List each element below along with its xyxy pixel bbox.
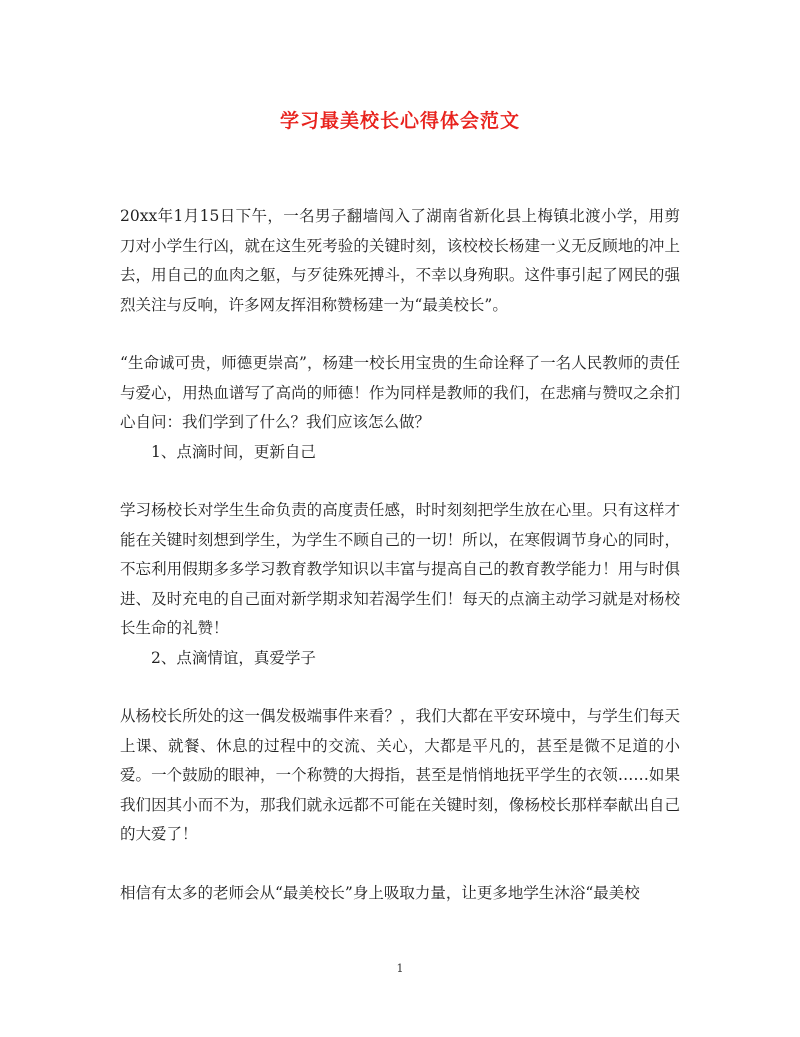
document-body bbox=[120, 202, 680, 908]
section-heading-2: 2、点滴情谊，真爱学子 bbox=[151, 648, 316, 667]
paragraph-spacer bbox=[120, 320, 680, 349]
paragraph-section-2: 从杨校长所处的这一偶发极端事件来看？，我们大都在平安环境中，与学生们每天上课、就餐、休息的过程中的交流、关心，大都是平凡的，甚至是微不足道的小爱。一个鼓励的眼神，一个称赞的大拇指，甚至是悄悄地抚平学生的衣领……如果我们因其小而不为，那我们就永远都不可能在关键时刻，像杨校长那样奉献出自己的大爱了！ bbox=[120, 707, 680, 843]
paragraph-closing: 相信有太多的老师会从“最美校长”身上吸取力量，让更多地学生沐浴“最美校 bbox=[120, 883, 640, 902]
page-number: 1 bbox=[396, 962, 404, 975]
section-heading-1: 1、点滴时间，更新自己 bbox=[151, 442, 316, 461]
document-title: 学习最美校长心得体会范文 bbox=[279, 110, 520, 132]
paragraph-section-1: 学习杨校长对学生生命负责的高度责任感，时时刻刻把学生放在心里。只有这样才能在关键时刻想到学生，为学生不顾自己的一切！所以，在寒假调节身心的同时，不忘利用假期多多学习教育教学知识以丰富与提高自己的教育教学能力！用与时俱进、及时充电的自己面对新学期求知若渴学生们！每天的点滴主动学习就是对杨校长生命的礼赞！ bbox=[120, 501, 680, 637]
paragraph-reflection: “生命诚可贵，师德更崇高”，杨建一校长用宝贵的生命诠释了一名人民教师的责任与爱心，用热血谱写了高尚的师德！作为同样是教师的我们，在悲痛与赞叹之余扪心自问：我们学到了什么？我们应该怎么做？ bbox=[120, 354, 680, 431]
paragraph-intro: 20xx年1月15日下午，一名男子翻墙闯入了湖南省新化县上梅镇北渡小学，用剪刀对小学生行凶，就在这生死考验的关键时刻，该校校长杨建一义无反顾地的冲上去，用自己的血肉之躯，与歹徒殊死搏斗，不幸以身殉职。这件事引起了网民的强烈关注与反响，许多网友挥泪称赞杨建一为“最美校长”。 bbox=[120, 207, 680, 314]
